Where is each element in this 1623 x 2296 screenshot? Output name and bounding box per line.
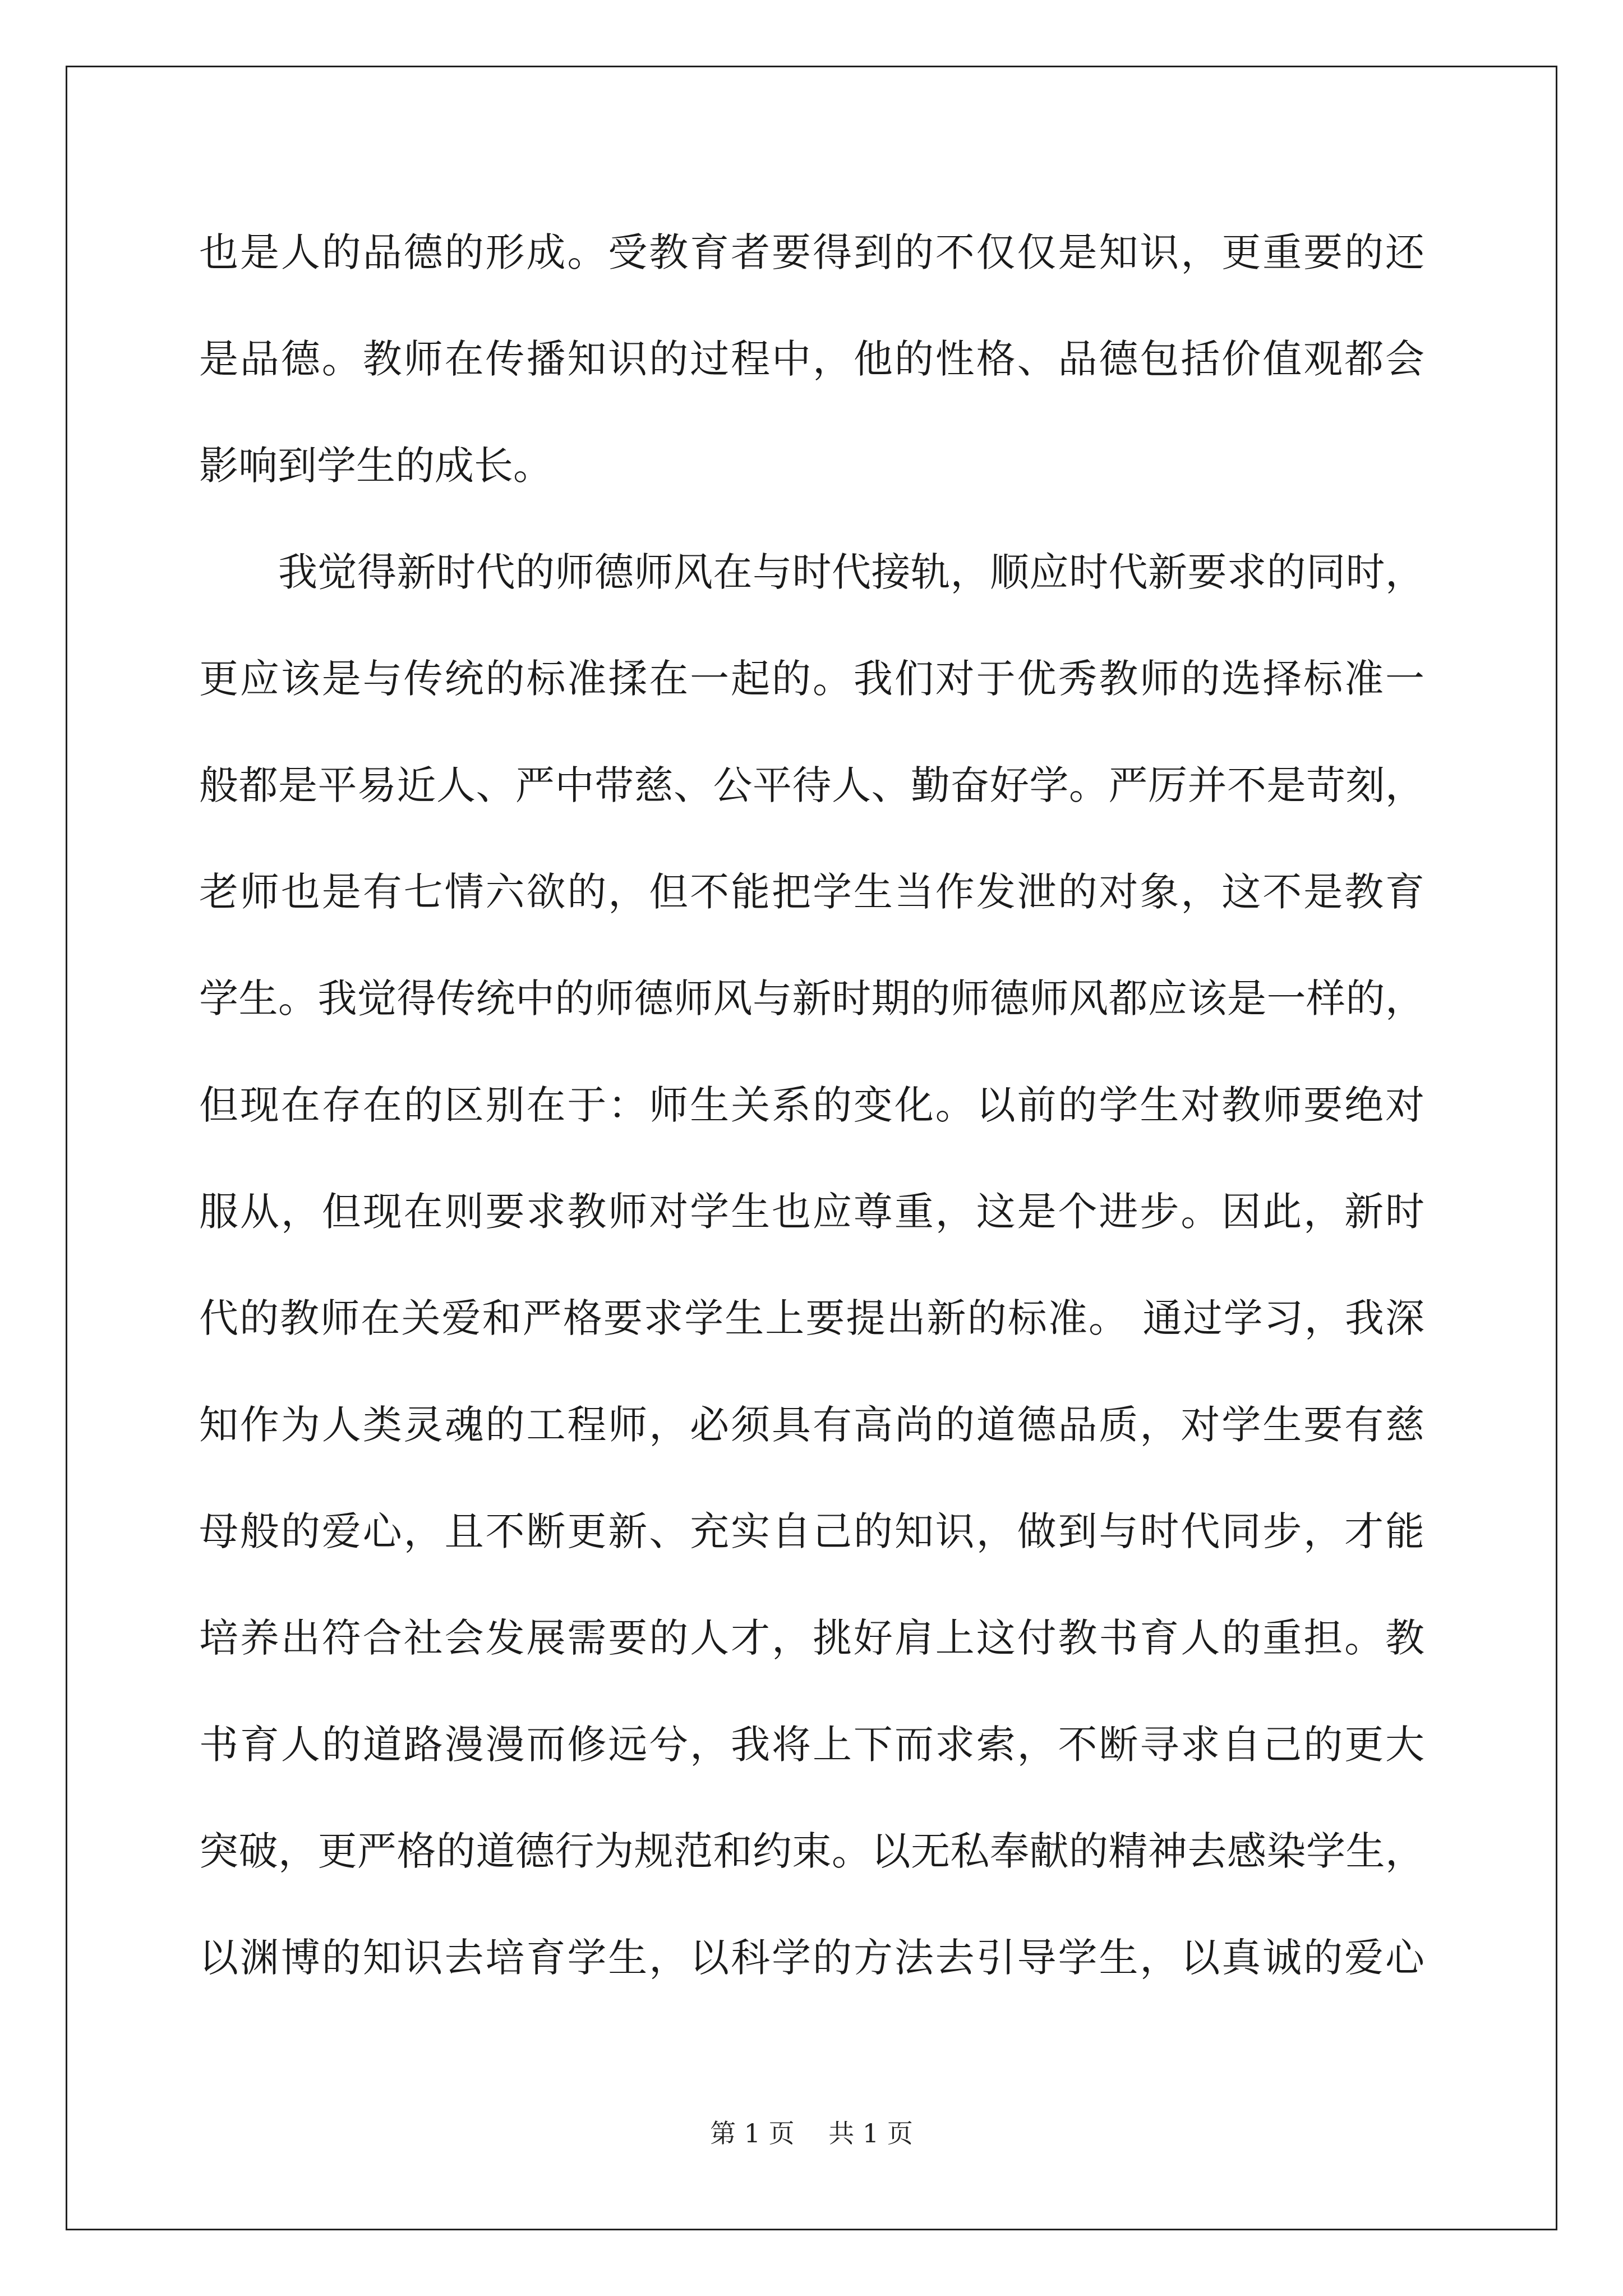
text-line: 服从，但现在则要求教师对学生也应尊重，这是个进步。因此，新时 <box>199 1189 1424 1235</box>
text-line: 但现在存在的区别在于：师生关系的变化。以前的学生对教师要绝对 <box>199 1082 1424 1128</box>
text-line: 学生。我觉得传统中的师德师风与新时期的师德师风都应该是一样的， <box>199 976 1424 1022</box>
text-line: 以渊博的知识去培育学生，以科学的方法去引导学生，以真诚的爱心 <box>199 1935 1424 1981</box>
page-footer <box>0 2116 1623 2150</box>
text-line: 突破，更严格的道德行为规范和约束。以无私奉献的精神去感染学生， <box>199 1828 1424 1874</box>
text-line: 书育人的道路漫漫而修远兮，我将上下而求索，不断寻求自己的更大 <box>199 1722 1424 1768</box>
text-line: 老师也是有七情六欲的，但不能把学生当作发泄的对象，这不是教育 <box>199 869 1424 915</box>
text-line: 影响到学生的成长。 <box>199 443 552 489</box>
document-body <box>199 199 1424 2011</box>
text-line: 母般的爱心，且不断更新、充实自己的知识，做到与时代同步，才能 <box>199 1508 1424 1554</box>
text-line: 代的教师在关爱和严格要求学生上要提出新的标准。 通过学习，我深 <box>199 1295 1424 1341</box>
text-line: 我觉得新时代的师德师风在与时代接轨，顺应时代新要求的同时， <box>199 549 1424 595</box>
page-number-label: 第 1 页 共 1 页 <box>710 2118 913 2148</box>
text-line: 知作为人类灵魂的工程师，必须具有高尚的道德品质，对学生要有慈 <box>199 1402 1424 1448</box>
text-line: 般都是平易近人、严中带慈、公平待人、勤奋好学。严厉并不是苛刻， <box>199 762 1424 808</box>
text-line: 也是人的品德的形成。受教育者要得到的不仅仅是知识，更重要的还 <box>199 229 1424 275</box>
text-line: 培养出符合社会发展需要的人才，挑好肩上这付教书育人的重担。教 <box>199 1615 1424 1661</box>
text-line: 是品德。教师在传播知识的过程中，他的性格、品德包括价值观都会 <box>199 336 1424 382</box>
text-line: 更应该是与传统的标准揉在一起的。我们对于优秀教师的选择标准一 <box>199 656 1424 702</box>
